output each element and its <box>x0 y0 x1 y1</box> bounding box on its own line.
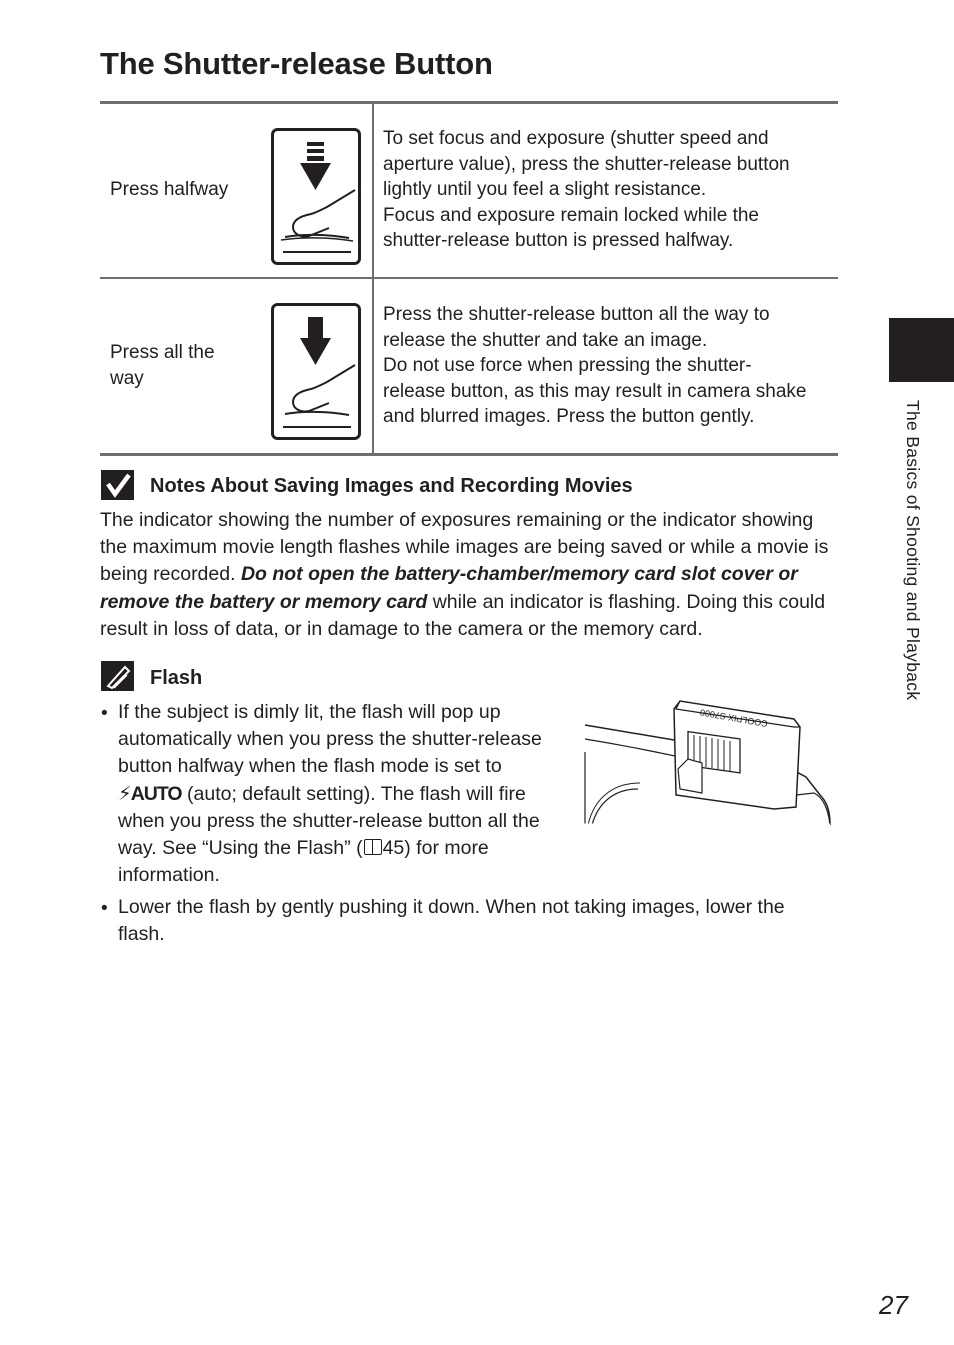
bullet-line: flash. <box>118 923 165 946</box>
flash-bullet-1 <box>118 699 542 889</box>
bullet-line: button halfway when the flash mode is set to <box>118 755 502 778</box>
bullet-line <box>118 781 542 808</box>
description-line: Do not use force when pressing the shutter- <box>383 355 752 376</box>
description-line: aperture value), press the shutter-release button <box>383 153 790 175</box>
shutter-press-halfway-icon <box>271 128 361 265</box>
row-label-line: Press all the <box>110 342 215 363</box>
description-line: Press the shutter-release button all the way to <box>383 304 770 325</box>
paragraph-line <box>100 561 852 588</box>
description-line: Focus and exposure remain locked while the <box>383 204 759 226</box>
bullet-line: when you press the shutter-release button all the <box>118 809 540 832</box>
shutter-press-fully-icon <box>271 303 361 440</box>
bullet-line <box>118 835 542 862</box>
flash-auto-mode-icon: ⚡AUTO <box>118 782 182 805</box>
row-label-line: way <box>110 368 144 389</box>
description-line: and blurred images. Press the button gently. <box>383 406 755 427</box>
paragraph-line: result in loss of data, or in damage to the camera or the memory card. <box>100 617 703 640</box>
bullet-text-span: way. See “Using the Flash” ( <box>118 837 363 860</box>
page-number: 27 <box>879 1290 908 1320</box>
table-row-divider <box>100 277 838 279</box>
section-side-label: The Basics of Shooting and Playback <box>903 400 923 701</box>
description-line: release button, as this may result in camera shake <box>383 380 807 402</box>
row-label-press-halfway: Press halfway <box>110 179 229 200</box>
table-top-rule <box>100 101 838 104</box>
bullet-text-span: (auto; default setting). The flash will fire <box>181 782 526 805</box>
row-description-press-all-the-way <box>383 302 833 430</box>
description-line: shutter-release button is pressed halfway. <box>383 230 734 251</box>
paragraph-text: while an indicator is flashing. Doing this could <box>427 590 826 613</box>
bullet-marker: • <box>101 703 108 724</box>
caution-check-icon <box>101 470 134 500</box>
description-line: lightly until you feel a slight resistance. <box>383 179 707 200</box>
camera-popup-flash-illustration <box>584 697 834 827</box>
table-bottom-rule <box>100 453 838 456</box>
description-line: release the shutter and take an image. <box>383 329 708 351</box>
bullet-line: information. <box>118 864 220 887</box>
row-description-press-halfway <box>383 126 833 254</box>
table-column-divider <box>372 104 374 453</box>
warning-emphasis: Do not open the battery-chamber/memory card slot cover or <box>240 563 798 586</box>
bullet-line: Lower the flash by gently pushing it down. When not taking images, lower the <box>118 896 785 918</box>
page-reference-number: 45 <box>382 837 405 860</box>
bullet-line: automatically when you press the shutter-release <box>118 728 542 751</box>
bullet-marker: • <box>101 898 108 919</box>
note-pencil-icon <box>101 661 134 691</box>
flash-bullet-2 <box>118 894 785 948</box>
paragraph-text: being recorded. <box>100 563 241 586</box>
paragraph-line <box>100 589 852 616</box>
bullet-line: If the subject is dimly lit, the flash will pop up <box>118 701 501 723</box>
page-reference-icon <box>364 839 382 855</box>
notes-saving-paragraph <box>100 507 852 643</box>
bullet-text-span: ) for more <box>404 837 489 860</box>
paragraph-line: The indicator showing the number of exposures remaining or the indicator showing <box>100 509 814 531</box>
row-label-press-all-the-way <box>110 340 215 392</box>
paragraph-line: the maximum movie length flashes while images are being saved or while a movie is <box>100 536 829 559</box>
page-title: The Shutter-release Button <box>100 46 493 81</box>
warning-emphasis: remove the battery or memory card <box>100 590 428 613</box>
section-tab-marker <box>889 318 954 382</box>
notes-saving-heading: Notes About Saving Images and Recording Movies <box>150 475 633 497</box>
flash-heading: Flash <box>150 667 203 689</box>
camera-model-label: COOLPIX S7000 <box>699 707 769 729</box>
description-line: To set focus and exposure (shutter speed and <box>383 128 769 149</box>
